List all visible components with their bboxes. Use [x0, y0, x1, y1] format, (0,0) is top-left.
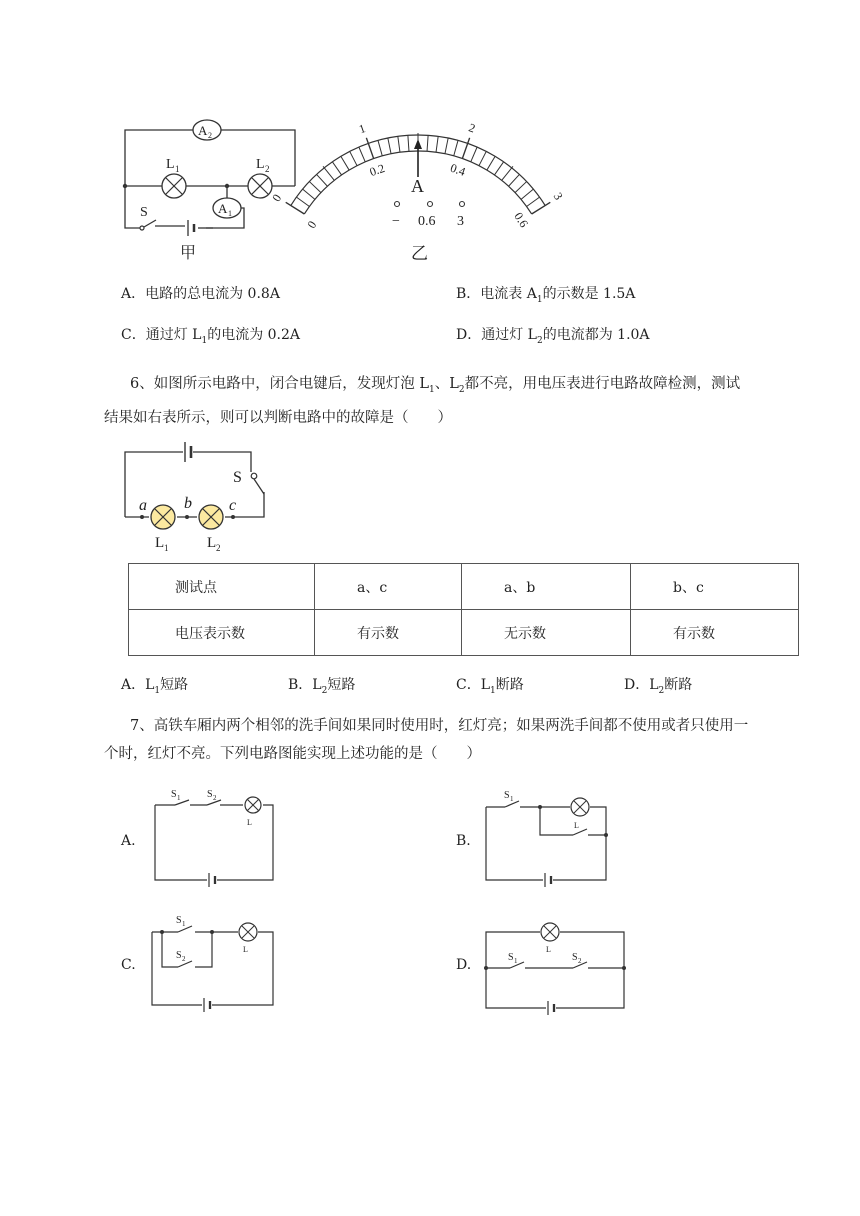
battery-icon [204, 998, 210, 1012]
scale-tick [532, 202, 551, 214]
point-b-label: b [184, 495, 192, 512]
inner-tick-label: 0.4 [448, 160, 468, 179]
lamp-label: L [574, 821, 579, 830]
switch-s2-sub: 2 [578, 957, 582, 965]
table-cell: 有示数 [631, 610, 799, 656]
switch-s1-sub: 1 [182, 920, 186, 928]
outer-tick-label: 3 [550, 189, 566, 203]
lamp-icon [541, 923, 559, 941]
q6-option-b[interactable] [288, 675, 355, 701]
switch-s2-sub: 2 [213, 794, 217, 802]
switch-s1-label: S [171, 789, 177, 800]
q6-option-b-sub: 2 [321, 685, 328, 696]
point-b-dot [185, 515, 189, 519]
lamp-icon [245, 797, 261, 813]
switch-icon [140, 220, 156, 230]
scale-tick [398, 136, 400, 152]
lamp-icon [239, 923, 257, 941]
q6-stem-sub-1: 1 [428, 384, 435, 395]
lamp-label: L [546, 945, 551, 954]
scale-tick [378, 140, 382, 155]
ammeter-a1-label: A [218, 201, 228, 216]
scale-tick [445, 138, 448, 154]
scale-tick [332, 162, 341, 175]
ammeter-dial-figure [269, 95, 566, 265]
q6-test-table [128, 563, 799, 656]
q6-option-a[interactable] [121, 675, 188, 701]
q6-circuit-diagram [115, 430, 275, 555]
ammeter-a2-sub: 2 [208, 131, 212, 140]
inner-tick-label: 0.6 [511, 209, 532, 230]
switch-s1-sub: 1 [510, 795, 514, 803]
q5-option-b-text: B．电流表 A [456, 286, 537, 302]
scale-tick [494, 162, 503, 175]
q6-stem-text-2: 、L [434, 376, 459, 392]
q6-option-d-sub: 2 [658, 685, 665, 696]
lamp-l1-sub: 1 [175, 164, 180, 174]
scale-tick [454, 140, 458, 155]
junction-dot [484, 966, 488, 970]
q5-option-b[interactable] [456, 284, 635, 310]
scale-tick [521, 189, 533, 199]
junction-dot [538, 805, 542, 809]
junction-dot [604, 833, 608, 837]
lamp-l1-label: L [155, 535, 165, 551]
lamp-l2-icon [248, 174, 272, 198]
q5-option-d-text-end: 的电流都为 1.0A [542, 327, 650, 343]
terminal-negative: − [392, 214, 400, 229]
battery-icon [209, 873, 215, 887]
q6-option-c[interactable] [456, 675, 524, 701]
table-cell: 电压表示数 [129, 610, 315, 656]
outer-tick-label: 1 [356, 121, 368, 137]
q7-option-a-label: A. [121, 833, 136, 849]
q6-option-d[interactable] [624, 675, 692, 701]
q6-option-a-text: A．L [121, 677, 155, 693]
q5-option-d-sub: 2 [536, 335, 543, 346]
junction-dot [123, 184, 127, 188]
switch-s1-label: S [508, 952, 514, 963]
needle-tip [414, 139, 422, 149]
lamp-l1-sub: 1 [164, 543, 169, 553]
scale-tick [471, 147, 477, 162]
switch-label: S [140, 205, 148, 220]
lamp-icon [571, 798, 589, 816]
point-c-label: c [229, 497, 237, 514]
q5-option-c-sub: 1 [201, 335, 208, 346]
q6-option-a-text-end: 短路 [160, 677, 189, 693]
q6-option-b-text-end: 短路 [327, 677, 356, 693]
q7-option-b[interactable] [456, 831, 471, 851]
q5-option-d-text: D．通过灯 L [456, 327, 537, 343]
ammeter-a2-label: A [198, 123, 208, 138]
scale-tick [359, 147, 365, 162]
lamp-label: L [243, 945, 248, 954]
junction-dot [160, 930, 164, 934]
junction-dot [622, 966, 626, 970]
q7-circuit-c [145, 905, 280, 1010]
scale-tick [323, 166, 334, 180]
table-cell: a、b [462, 564, 631, 610]
table-row [129, 610, 799, 656]
outer-tick-label: 2 [466, 120, 478, 136]
q7-option-d[interactable] [456, 955, 471, 975]
scale-tick [527, 197, 540, 206]
lamp-l2-label: L [256, 157, 265, 172]
q7-stem-text: 7、高铁车厢内两个相邻的洗手间如果同时使用时，红灯亮；如果两洗手间都不使用或者只使用一个时，红灯不亮。下列电路图能实现上述功能的是（ ） [104, 718, 749, 762]
q6-stem-text-3: 都不亮，用电压表进行电路故障检测，测试结果如右表所示，则可以判断电路中的故障是（ ） [104, 376, 741, 426]
scale-tick [317, 174, 328, 186]
scale-tick [341, 156, 349, 170]
table-cell: 有示数 [315, 610, 462, 656]
q5-option-a-text: A．电路的总电流为 0.8A [121, 286, 280, 302]
q6-option-d-text: D．L [624, 677, 659, 693]
table-cell: 无示数 [462, 610, 631, 656]
scale-tick [408, 135, 409, 151]
scale-tick [515, 182, 527, 193]
lamp-l2-sub: 2 [265, 164, 270, 174]
lamp-l2-label: L [207, 535, 217, 551]
battery-icon [545, 873, 551, 887]
q6-option-b-text: B．L [288, 677, 322, 693]
q7-option-c-label: C. [121, 957, 136, 973]
q7-option-b-label: B. [456, 833, 471, 849]
q6-option-a-sub: 1 [154, 685, 161, 696]
q5-circuit-diagram [110, 110, 310, 260]
q7-option-c[interactable] [121, 955, 136, 975]
scale-tick [366, 138, 373, 159]
switch-s2-label: S [207, 789, 213, 800]
q6-stem-sub-2: 2 [458, 384, 465, 395]
battery-icon [548, 1001, 554, 1015]
scale-tick [427, 135, 428, 151]
dial-unit-label: A [411, 176, 424, 196]
q5-option-b-text-end: 的示数是 1.5A [542, 286, 636, 302]
q6-option-c-text-end: 断路 [495, 677, 524, 693]
q5-option-b-sub: 1 [536, 294, 543, 305]
q5-option-c-text: C．通过灯 L [121, 327, 202, 343]
q5-option-c-text-end: 的电流为 0.2A [207, 327, 301, 343]
switch-label: S [233, 469, 242, 486]
q6-option-c-sub: 1 [490, 685, 496, 696]
ammeter-a1-sub: 1 [228, 209, 232, 218]
table-row [129, 564, 799, 610]
q7-circuit-b [478, 780, 618, 890]
switch-s2-label: S [572, 952, 578, 963]
scale-tick [479, 151, 486, 165]
point-a-dot [140, 515, 144, 519]
switch-s1-sub: 1 [177, 794, 181, 802]
q7-option-d-label: D. [456, 957, 472, 973]
terminal-0-6: 0.6 [418, 214, 436, 229]
table-cell: b、c [631, 564, 799, 610]
scale-tick [350, 151, 357, 165]
switch-s1-label: S [176, 915, 182, 926]
figure-caption-yi: 乙 [411, 244, 428, 263]
lamp-l1-label: L [166, 157, 175, 172]
q5-option-c[interactable] [121, 325, 300, 351]
q6-stem-text-1: 6、如图所示电路中，闭合电键后，发现灯泡 L [130, 376, 429, 392]
scale-tick [436, 136, 438, 152]
q7-option-a[interactable] [121, 831, 136, 851]
battery-icon [185, 442, 191, 462]
lamp-l2-sub: 2 [216, 543, 221, 553]
q6-stem [104, 370, 754, 432]
lamp-l2-icon [199, 505, 223, 529]
junction-dot [225, 184, 229, 188]
outer-tick-label: 0 [269, 191, 285, 205]
switch-s1-label: S [504, 790, 510, 801]
scale-tick [487, 156, 495, 170]
point-a-label: a [139, 497, 147, 514]
q5-option-a[interactable] [121, 284, 280, 304]
q7-circuit-a [145, 780, 280, 890]
q5-option-d[interactable] [456, 325, 650, 351]
q6-option-c-text: C．L [456, 677, 491, 693]
junction-dot [210, 930, 214, 934]
figure-caption-jia: 甲 [180, 245, 197, 262]
switch-s2-sub: 2 [182, 955, 186, 963]
battery-icon [188, 220, 194, 236]
scale-tick [462, 138, 469, 159]
terminal-3: 3 [457, 214, 464, 229]
q7-circuit-d [478, 905, 628, 1015]
scale-tick [388, 138, 391, 154]
terminal-icons [395, 202, 465, 207]
table-cell: 测试点 [129, 564, 315, 610]
scale-tick [309, 182, 321, 193]
scale-tick [509, 174, 520, 186]
table-cell: a、c [315, 564, 462, 610]
switch-s2-label: S [176, 950, 182, 961]
scale-tick [303, 189, 315, 199]
q6-option-d-text-end: 断路 [664, 677, 693, 693]
switch-icon [251, 473, 264, 494]
q7-stem [104, 712, 754, 768]
lamp-l1-icon [162, 174, 186, 198]
lamp-label: L [247, 818, 252, 827]
inner-tick-label: 0 [304, 218, 320, 231]
point-c-dot [231, 515, 235, 519]
inner-tick-label: 0.2 [367, 160, 387, 180]
switch-s1-sub: 1 [514, 957, 518, 965]
scale-tick [502, 166, 513, 180]
lamp-l1-icon [151, 505, 175, 529]
